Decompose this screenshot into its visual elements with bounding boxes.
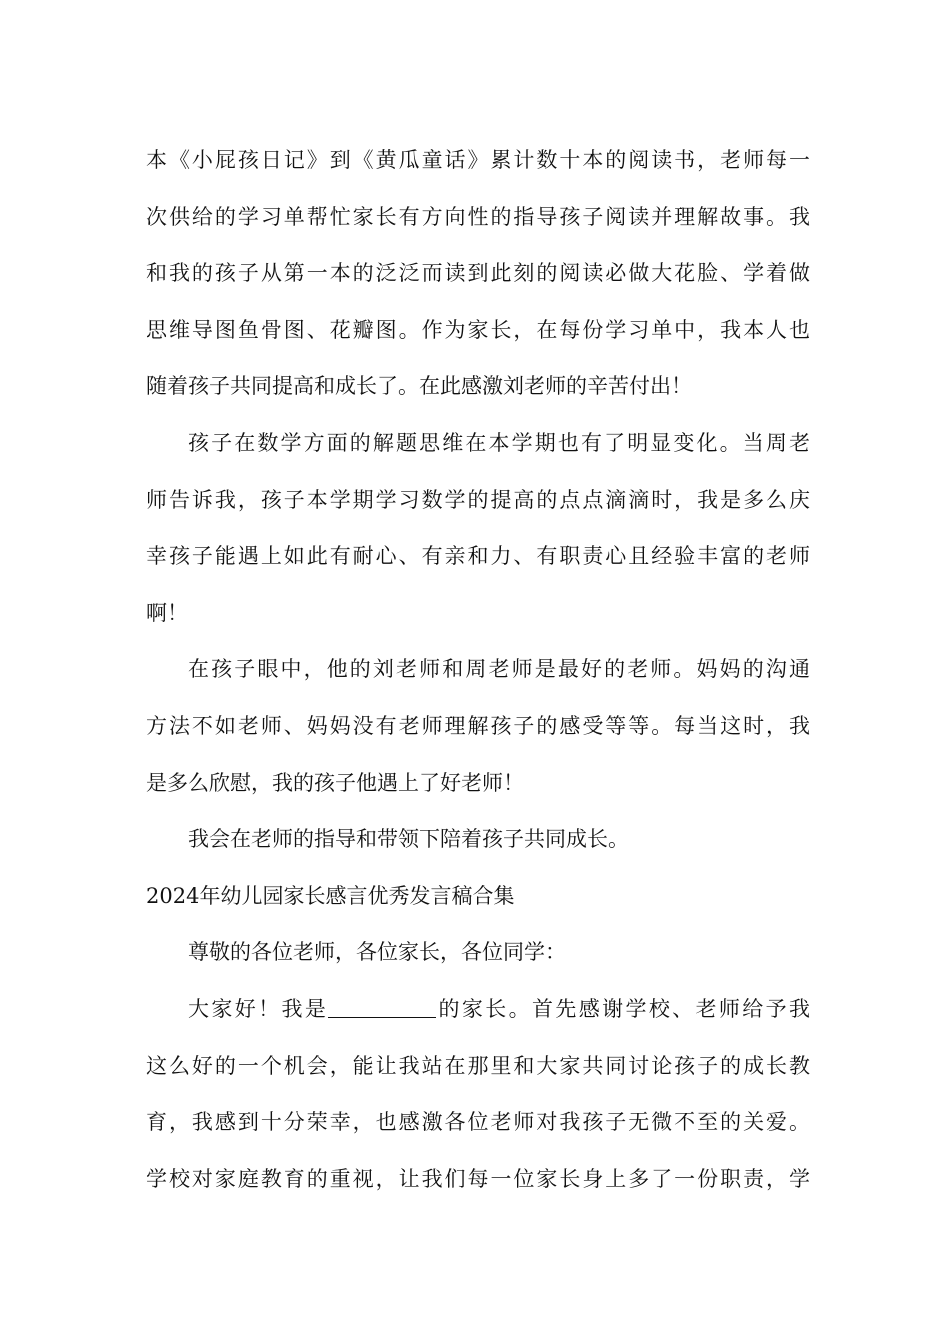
text-line: 在孩子眼中，他的刘老师和周老师是最好的老师。妈妈的沟通 (188, 657, 810, 682)
paragraph-math-progress (146, 415, 810, 641)
text-line: 和我的孩子从第一本的泛泛而读到此刻的阅读必做大花脸、学着做 (146, 261, 810, 286)
text-line: 次供给的学习单帮忙家长有方向性的指导孩子阅读并理解故事。我 (146, 204, 810, 229)
heading-text: 2024年幼儿园家长感言优秀发言稿合集 (146, 883, 515, 908)
text-line: 师告诉我，孩子本学期学习数学的提高的点点滴滴时，我是多么庆 (146, 487, 810, 512)
greeting-text: 尊敬的各位老师，各位家长，各位同学： (188, 940, 566, 965)
text-line: 方法不如老师、妈妈没有老师理解孩子的感受等等。每当这时，我 (146, 713, 810, 738)
name-blank (328, 997, 436, 1018)
paragraph-good-teachers (146, 641, 810, 811)
text-line: 孩子在数学方面的解题思维在本学期也有了明显变化。当周老 (188, 430, 810, 455)
text-line: 随着孩子共同提高和成长了。在此感激刘老师的辛苦付出！ (146, 374, 692, 399)
text-line: 这么好的一个机会，能让我站在那里和大家共同讨论孩子的成长教 (146, 1053, 810, 1078)
text-line (146, 981, 810, 1038)
document-body (146, 132, 810, 1207)
section-heading (146, 868, 810, 925)
text-line: 思维导图鱼骨图、花瓣图。作为家长，在每份学习单中，我本人也 (146, 317, 810, 342)
text-line: 是多么欣慰，我的孩子他遇上了好老师！ (146, 770, 524, 795)
text-line: 幸孩子能遇上如此有耐心、有亲和力、有职责心且经验丰富的老师 (146, 544, 810, 569)
text-line: 学校对家庭教育的重视，让我们每一位家长身上多了一份职责，学 (146, 1166, 810, 1191)
paragraph-intro (146, 981, 810, 1207)
intro-after-blank: 的家长。首先感谢学校、老师给予我 (436, 996, 811, 1021)
text-line: 育，我感到十分荣幸，也感激各位老师对我孩子无微不至的关爱。 (146, 1110, 810, 1135)
text-line: 啊！ (146, 600, 188, 625)
text-line: 我会在老师的指导和带领下陪着孩子共同成长。 (188, 827, 629, 852)
greeting (146, 924, 810, 981)
paragraph-growth (146, 811, 810, 868)
paragraph-reading-progress (146, 132, 810, 415)
intro-before-blank: 大家好！我是 (188, 996, 329, 1021)
text-line: 本《小屁孩日记》到《黄瓜童话》累计数十本的阅读书，老师每一 (146, 148, 810, 172)
